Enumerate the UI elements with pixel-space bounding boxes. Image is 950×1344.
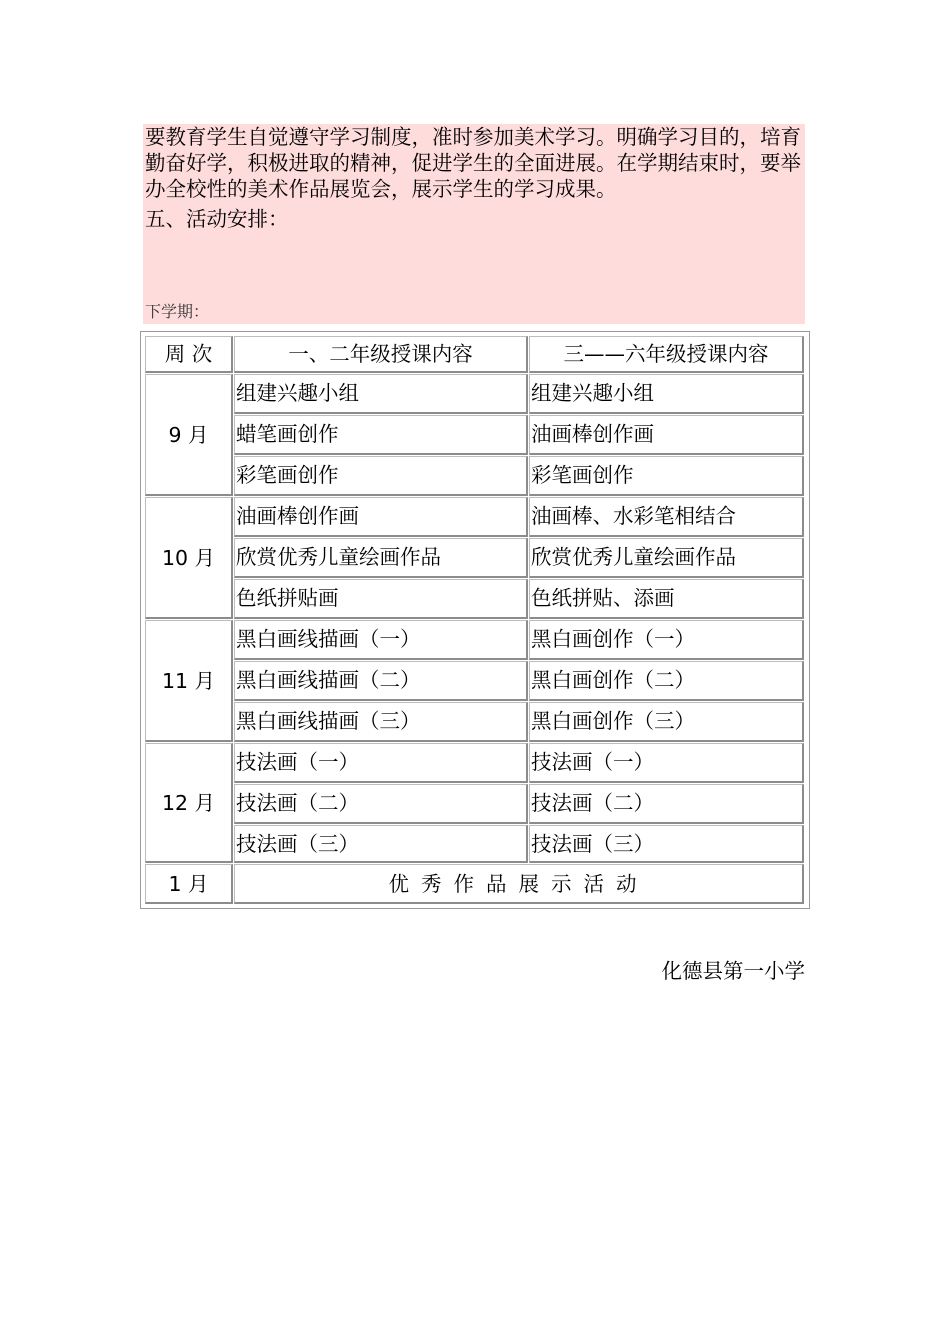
month-cell: 12 月 [145,743,233,863]
month-cell: 11 月 [145,620,233,742]
table-cell: 技法画（三） [234,825,528,863]
table-cell: 油画棒创作画 [529,415,804,455]
term-label: 下学期： [145,302,210,321]
intro-paragraph: 要教育学生自觉遵守学习制度，准时参加美术学习。明确学习目的，培育勤奋好学，积极进取的精神，促进学生的全面进展。在学期结束时，要举办全校性的美术作品展览会，展示学生的学习成果。 [145,125,801,201]
section-heading: 五、活动安排： [145,207,289,231]
table-cell: 技法画（二） [529,784,804,824]
table-cell: 油画棒创作画 [234,497,528,537]
table-cell: 黑白画创作（二） [529,661,804,701]
table-cell: 组建兴趣小组 [234,374,528,414]
table-cell: 黑白画创作（一） [529,620,804,660]
table-cell: 黑白画线描画（一） [234,620,528,660]
table-cell: 油画棒、水彩笔相结合 [529,497,804,537]
month-cell: 1 月 [145,864,233,904]
table-cell: 组建兴趣小组 [529,374,804,414]
header-grade-3-6: 三——六年级授课内容 [529,336,804,373]
table-cell: 黑白画创作（三） [529,702,804,742]
table-cell: 黑白画线描画（三） [234,702,528,742]
header-grade-1-2: 一、二年级授课内容 [234,336,528,373]
table-cell: 技法画（三） [529,825,804,863]
table-cell: 色纸拼贴、添画 [529,579,804,619]
month-cell: 9 月 [145,374,233,496]
table-cell: 黑白画线描画（二） [234,661,528,701]
month-cell: 10 月 [145,497,233,619]
table-cell: 技法画（二） [234,784,528,824]
table-cell: 彩笔画创作 [529,456,804,496]
header-week: 周 次 [145,336,233,373]
table-cell: 技法画（一） [529,743,804,783]
final-row-content: 优秀作品展示活动 [234,864,804,904]
table-cell: 色纸拼贴画 [234,579,528,619]
table-cell: 蜡笔画创作 [234,415,528,455]
school-name: 化德县第一小学 [661,959,805,983]
table-cell: 欣赏优秀儿童绘画作品 [529,538,804,578]
table-cell: 彩笔画创作 [234,456,528,496]
table-cell: 欣赏优秀儿童绘画作品 [234,538,528,578]
table-cell: 技法画（一） [234,743,528,783]
